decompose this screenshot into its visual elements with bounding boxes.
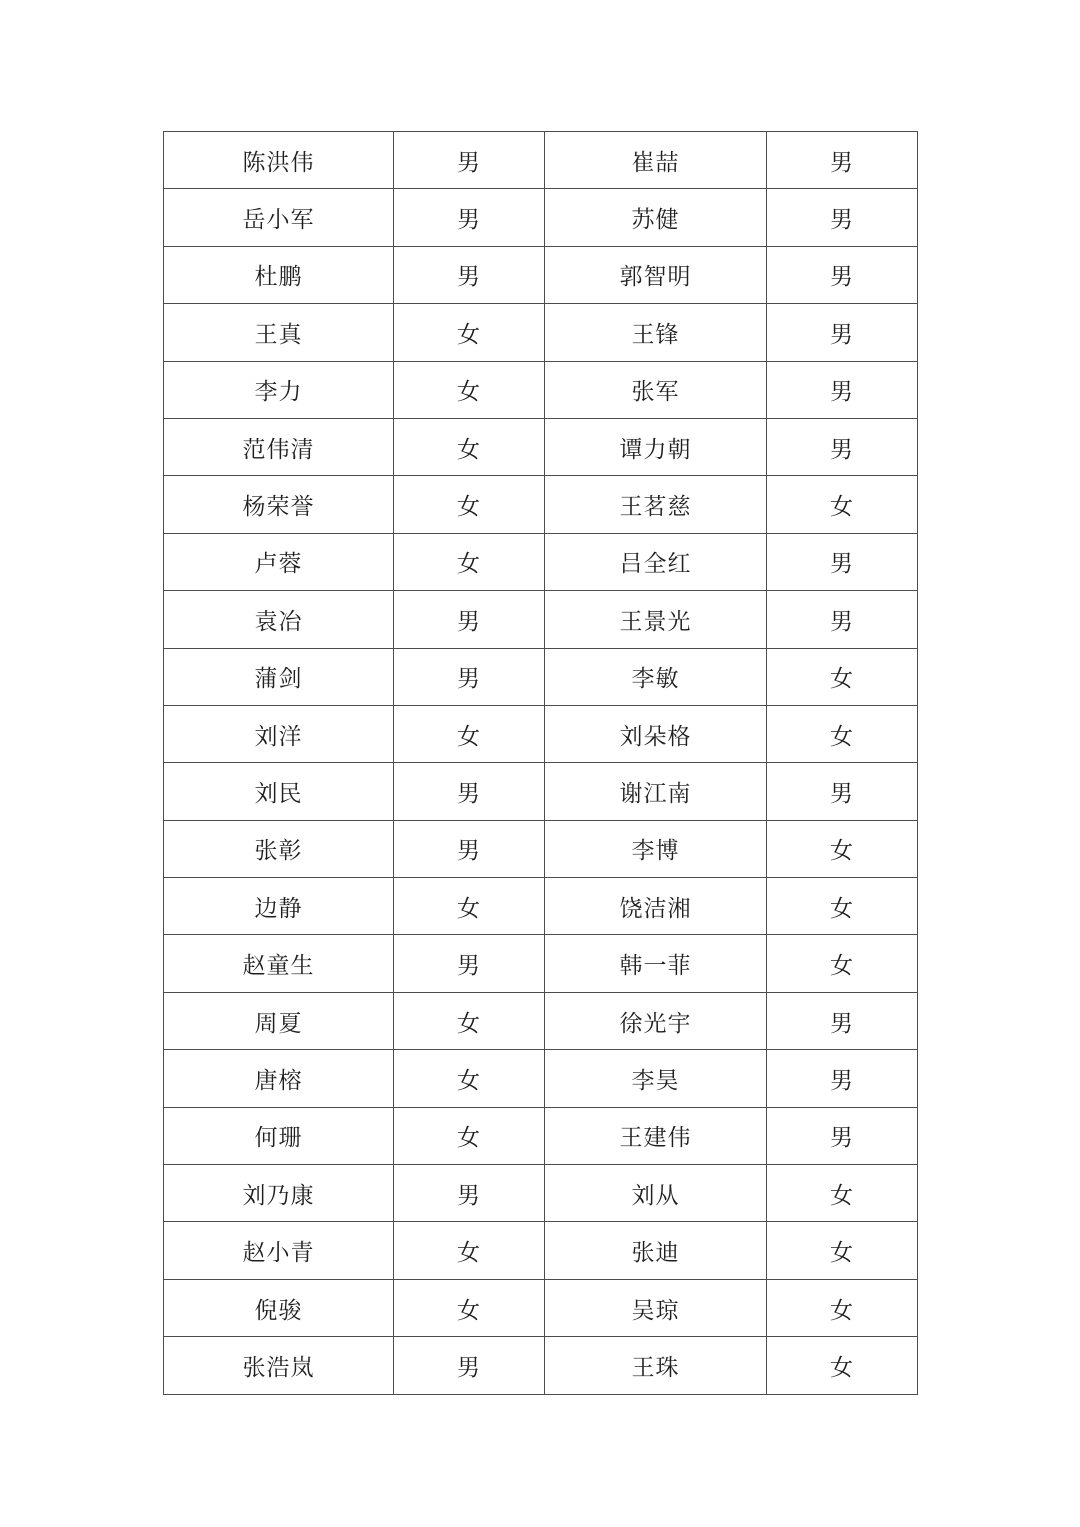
gender-cell: 女 <box>394 1279 545 1336</box>
table-row <box>164 591 918 648</box>
name-cell: 徐光宇 <box>545 992 767 1049</box>
name-cell: 唐榕 <box>164 1050 394 1107</box>
name-cell: 边静 <box>164 878 394 935</box>
gender-cell: 男 <box>394 591 545 648</box>
table-row <box>164 1222 918 1279</box>
name-cell: 张迪 <box>545 1222 767 1279</box>
gender-cell: 男 <box>767 418 918 475</box>
gender-cell: 女 <box>394 418 545 475</box>
gender-cell: 男 <box>767 533 918 590</box>
gender-cell: 男 <box>767 246 918 303</box>
name-cell: 李力 <box>164 361 394 418</box>
table-row <box>164 935 918 992</box>
gender-cell: 男 <box>394 1337 545 1394</box>
gender-cell: 男 <box>767 132 918 189</box>
name-cell: 张浩岚 <box>164 1337 394 1394</box>
table-row <box>164 418 918 475</box>
table-row <box>164 1050 918 1107</box>
gender-cell: 女 <box>394 361 545 418</box>
name-cell: 苏健 <box>545 189 767 246</box>
table-row <box>164 132 918 189</box>
name-cell: 赵小青 <box>164 1222 394 1279</box>
gender-cell: 女 <box>394 705 545 762</box>
name-cell: 崔喆 <box>545 132 767 189</box>
table-row <box>164 992 918 1049</box>
gender-cell: 女 <box>394 304 545 361</box>
name-cell: 吕全红 <box>545 533 767 590</box>
gender-cell: 女 <box>394 533 545 590</box>
name-cell: 刘民 <box>164 763 394 820</box>
name-cell: 张彰 <box>164 820 394 877</box>
name-cell: 谢江南 <box>545 763 767 820</box>
name-cell: 刘朵格 <box>545 705 767 762</box>
gender-cell: 女 <box>394 1222 545 1279</box>
table-row <box>164 476 918 533</box>
name-cell: 李昊 <box>545 1050 767 1107</box>
name-cell: 卢蓉 <box>164 533 394 590</box>
table-row <box>164 189 918 246</box>
name-cell: 杨荣誉 <box>164 476 394 533</box>
table-row <box>164 1107 918 1164</box>
roster-table-body <box>164 132 918 1395</box>
name-cell: 李博 <box>545 820 767 877</box>
table-row <box>164 1165 918 1222</box>
gender-cell: 男 <box>767 992 918 1049</box>
gender-cell: 男 <box>394 246 545 303</box>
gender-cell: 女 <box>767 705 918 762</box>
name-cell: 李敏 <box>545 648 767 705</box>
gender-cell: 男 <box>767 763 918 820</box>
gender-cell: 男 <box>394 935 545 992</box>
name-cell: 刘乃康 <box>164 1165 394 1222</box>
gender-cell: 男 <box>767 361 918 418</box>
table-row <box>164 361 918 418</box>
gender-cell: 女 <box>394 476 545 533</box>
roster-table <box>163 131 918 1395</box>
gender-cell: 男 <box>767 591 918 648</box>
name-cell: 倪骏 <box>164 1279 394 1336</box>
table-row <box>164 246 918 303</box>
table-row <box>164 763 918 820</box>
name-cell: 蒲剑 <box>164 648 394 705</box>
name-cell: 韩一菲 <box>545 935 767 992</box>
gender-cell: 女 <box>767 878 918 935</box>
gender-cell: 男 <box>394 189 545 246</box>
name-cell: 饶洁湘 <box>545 878 767 935</box>
table-row <box>164 304 918 361</box>
gender-cell: 女 <box>767 1279 918 1336</box>
name-cell: 刘从 <box>545 1165 767 1222</box>
gender-cell: 男 <box>767 1107 918 1164</box>
name-cell: 王茗慈 <box>545 476 767 533</box>
gender-cell: 女 <box>767 648 918 705</box>
name-cell: 杜鹏 <box>164 246 394 303</box>
table-row <box>164 878 918 935</box>
name-cell: 袁冶 <box>164 591 394 648</box>
name-cell: 吴琼 <box>545 1279 767 1336</box>
name-cell: 王珠 <box>545 1337 767 1394</box>
gender-cell: 男 <box>767 189 918 246</box>
table-row <box>164 648 918 705</box>
gender-cell: 女 <box>767 935 918 992</box>
name-cell: 范伟清 <box>164 418 394 475</box>
gender-cell: 男 <box>394 648 545 705</box>
gender-cell: 女 <box>767 820 918 877</box>
table-row <box>164 705 918 762</box>
name-cell: 张军 <box>545 361 767 418</box>
gender-cell: 女 <box>394 992 545 1049</box>
name-cell: 王景光 <box>545 591 767 648</box>
name-cell: 王真 <box>164 304 394 361</box>
gender-cell: 男 <box>394 1165 545 1222</box>
name-cell: 王建伟 <box>545 1107 767 1164</box>
gender-cell: 女 <box>767 476 918 533</box>
gender-cell: 女 <box>394 1050 545 1107</box>
name-cell: 谭力朝 <box>545 418 767 475</box>
name-cell: 王锋 <box>545 304 767 361</box>
name-cell: 郭智明 <box>545 246 767 303</box>
gender-cell: 男 <box>394 820 545 877</box>
gender-cell: 女 <box>767 1222 918 1279</box>
table-row <box>164 820 918 877</box>
gender-cell: 女 <box>767 1337 918 1394</box>
gender-cell: 男 <box>767 304 918 361</box>
name-cell: 周夏 <box>164 992 394 1049</box>
gender-cell: 男 <box>394 132 545 189</box>
gender-cell: 女 <box>767 1165 918 1222</box>
table-row <box>164 1337 918 1394</box>
gender-cell: 女 <box>394 878 545 935</box>
gender-cell: 男 <box>394 763 545 820</box>
gender-cell: 男 <box>767 1050 918 1107</box>
name-cell: 陈洪伟 <box>164 132 394 189</box>
name-cell: 刘洋 <box>164 705 394 762</box>
table-row <box>164 1279 918 1336</box>
table-row <box>164 533 918 590</box>
gender-cell: 女 <box>394 1107 545 1164</box>
name-cell: 何珊 <box>164 1107 394 1164</box>
name-cell: 岳小军 <box>164 189 394 246</box>
name-cell: 赵童生 <box>164 935 394 992</box>
